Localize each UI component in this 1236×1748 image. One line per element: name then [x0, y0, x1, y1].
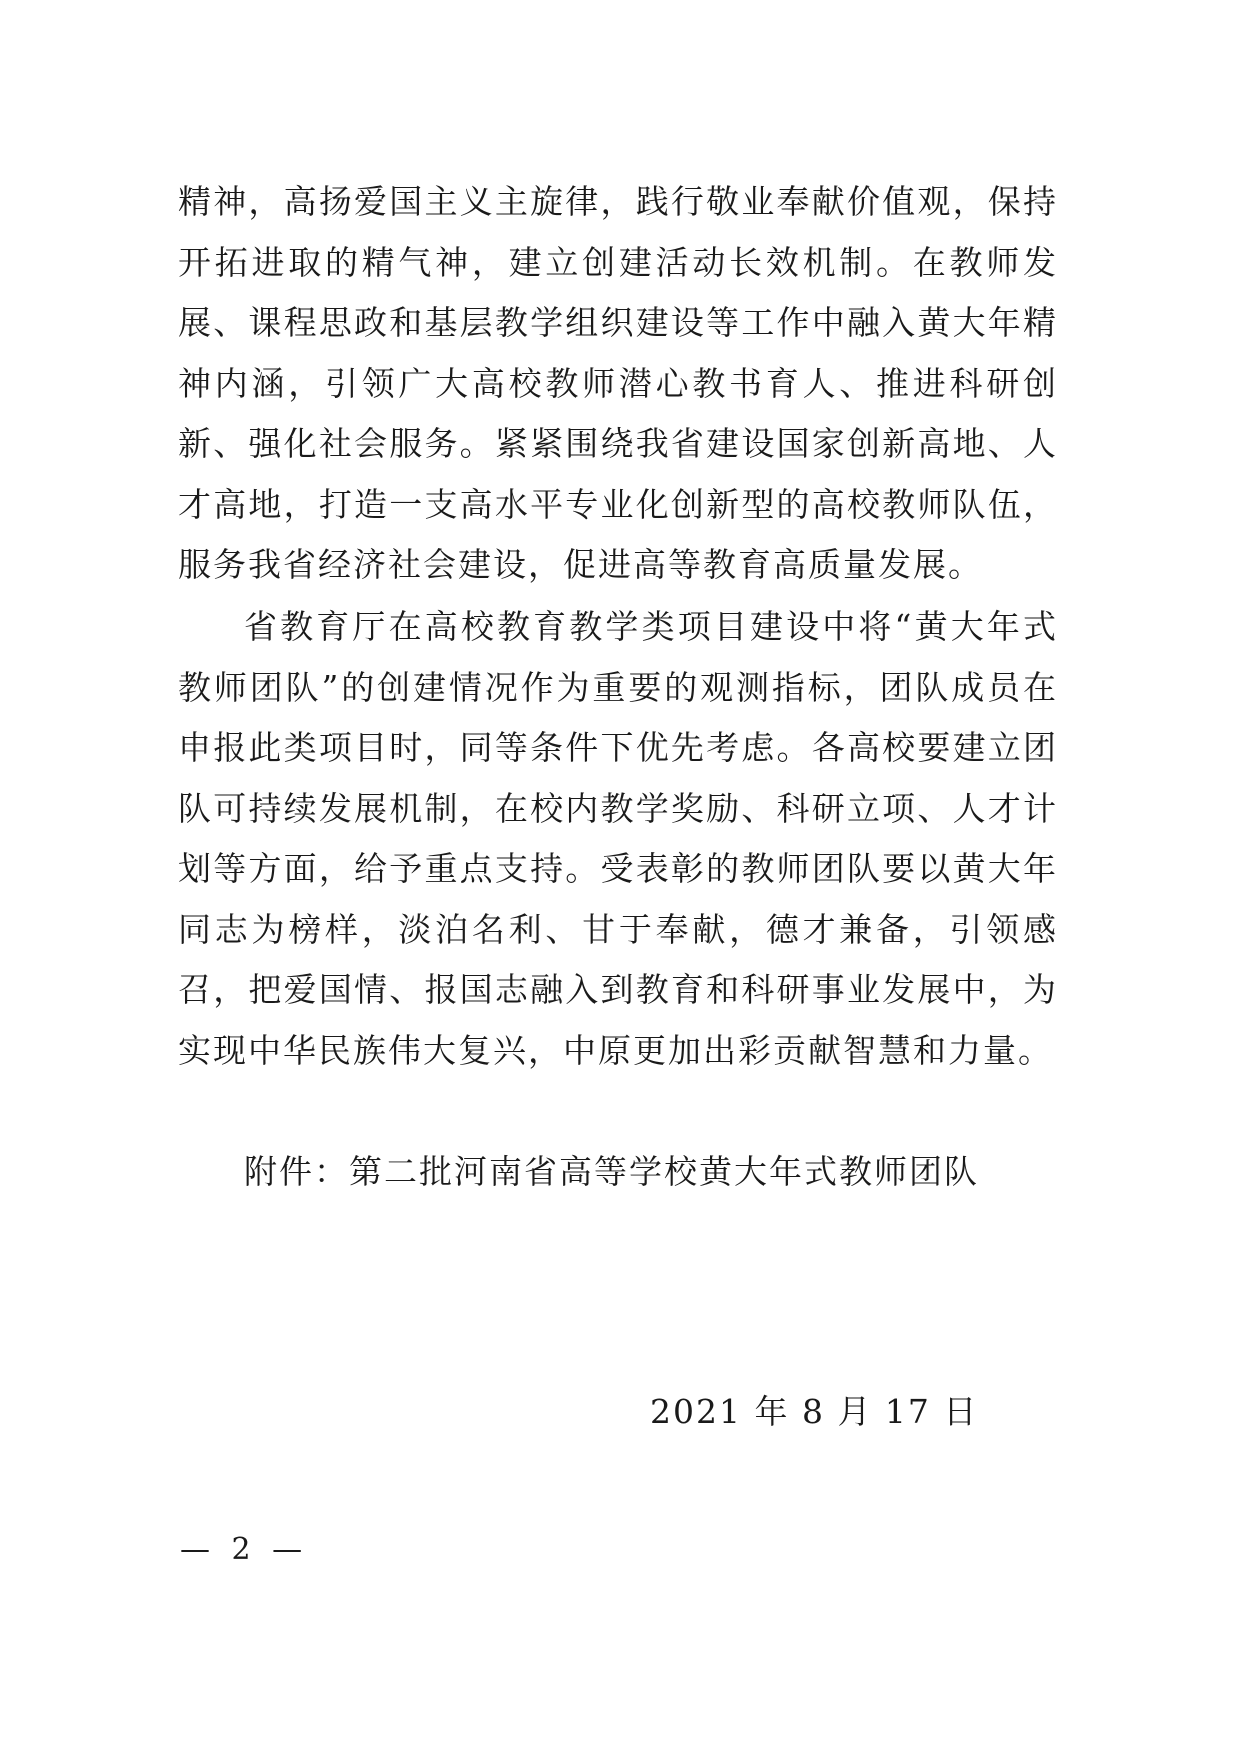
- body-paragraph-2: 省教育厅在高校教育教学类项目建设中将“黄大年式教师团队”的创建情况作为重要的观测指标，团队成员在申报此类项目时，同等条件下优先考虑。各高校要建立团队可持续发展机制，在校内教学奖励、科研立项、人才计划等方面，给予重点支持。受表彰的教师团队要以黄大年同志为榜样，淡泊名利、甘于奉献，德才兼备，引领感召，把爱国情、报国志融入到教育和科研事业发展中，为实现中华民族伟大复兴，中原更加出彩贡献智慧和力量。: [178, 607, 1058, 1070]
- page-number: — 2 —: [180, 1532, 309, 1567]
- attachment-line: 附件：第二批河南省高等学校黄大年式教师团队: [244, 1152, 979, 1191]
- body-paragraph-1: 精神，高扬爱国主义主旋律，践行敬业奉献价值观，保持开拓进取的精气神，建立创建活动长效机制。在教师发展、课程思政和基层教学组织建设等工作中融入黄大年精神内涵，引领广大高校教师潜心教书育人、推进科研创新、强化社会服务。紧紧围绕我省建设国家创新高地、人才高地，打造一支高水平专业化创新型的高校教师队伍，服务我省经济社会建设，促进高等教育高质量发展。: [178, 182, 1058, 584]
- document-date: 2021 年 8 月 17 日: [650, 1392, 979, 1431]
